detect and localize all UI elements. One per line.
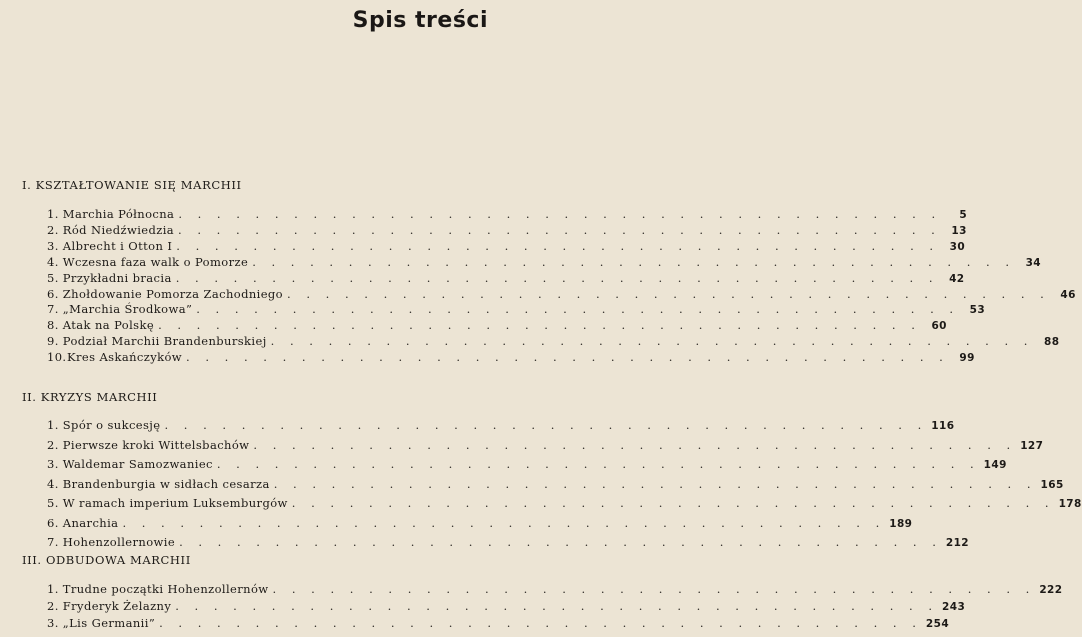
dot-leader: . . . . . . . . . . . . . . . . . . . . . . . . . . . . . . . . . . . . . . . . <box>291 496 1055 510</box>
toc-entry <box>47 616 950 631</box>
dot-leader: . . . . . . . . . . . . . . . . . . . . . . . . . . . . . . . . . . . . . . . . <box>122 515 886 530</box>
toc-entry <box>47 302 986 317</box>
dot-leader: . . . . . . . . . . . . . . . . . . . . . . . . . . . . . . . . . . . . . . . . <box>164 418 928 432</box>
section-heading-1: I. KSZTAŁTOWANIE SIĘ MARCHII <box>22 178 242 192</box>
entry-number: 1. <box>47 207 59 221</box>
entry-title: Atak na Polskę <box>62 318 155 333</box>
entry-number: 2. <box>47 599 59 613</box>
entry-title: Fryderyk Żelazny <box>62 599 172 613</box>
toc-entry <box>47 350 975 365</box>
section-heading-3: III. ODBUDOWA MARCHII <box>22 553 191 567</box>
toc-entry <box>47 599 966 614</box>
toc-entry <box>47 270 965 286</box>
entry-page-number: 243 <box>942 601 966 613</box>
entry-page-number: 53 <box>969 304 986 317</box>
dot-leader: . . . . . . . . . . . . . . . . . . . . . . . . . . . . . . . . . . . . . . . . <box>176 238 940 253</box>
dot-leader: . . . . . . . . . . . . . . . . . . . . . . . . . . . . . . . . . . . . . . . . <box>253 437 1017 452</box>
toc-entry <box>47 318 947 333</box>
entry-page-number: 178 <box>1058 498 1082 510</box>
entry-title: Wczesna faza walk o Pomorze <box>62 254 249 269</box>
toc-entry <box>47 207 968 222</box>
entry-page-number: 46 <box>1060 288 1076 301</box>
entry-number: 3. <box>47 457 59 471</box>
toc-entry <box>47 334 1060 349</box>
entry-title: Hohenzollernowie <box>62 535 176 549</box>
entry-number: 4. <box>47 254 59 269</box>
page-title: Spis treści <box>352 8 488 33</box>
entry-title: „Lis Germanii” <box>62 616 156 630</box>
dot-leader: . . . . . . . . . . . . . . . . . . . . . . . . . . . . . . . . . . . . . . . . <box>159 616 922 630</box>
entry-page-number: 212 <box>945 537 969 549</box>
toc-entry <box>47 437 1044 453</box>
entry-number: 9. <box>47 334 59 349</box>
entry-page-number: 34 <box>1025 256 1041 269</box>
dot-leader: . . . . . . . . . . . . . . . . . . . . . . . . . . . . . . . . . . . . . . . . <box>175 599 939 613</box>
dot-leader: . . . . . . . . . . . . . . . . . . . . . . . . . . . . . . . . . . . . . . . . <box>252 254 1015 269</box>
entry-number: 8. <box>47 318 59 333</box>
toc-entry <box>47 476 1064 492</box>
dot-leader: . . . . . . . . . . . . . . . . . . . . . . . . . . . . . . . . . . . . . . . . <box>178 207 942 221</box>
entry-title: Pierwsze kroki Wittelsbachów <box>62 437 250 452</box>
entry-page-number: 5 <box>959 209 968 221</box>
entry-page-number: 222 <box>1039 584 1063 596</box>
entry-page-number: 116 <box>931 420 955 432</box>
entry-number: 4. <box>47 476 59 491</box>
entry-title: Zhołdowanie Pomorza Zachodniego <box>62 286 284 301</box>
toc-entry <box>47 457 1007 472</box>
dot-leader: . . . . . . . . . . . . . . . . . . . . . . . . . . . . . . . . . . . . . . . . <box>186 350 949 365</box>
section-heading-2: II. KRYZYS MARCHII <box>22 390 158 404</box>
dot-leader: . . . . . . . . . . . . . . . . . . . . . . . . . . . . . . . . . . . . . . . . <box>272 582 1036 596</box>
entry-title: Waldemar Samozwaniec <box>62 457 213 471</box>
toc-entry <box>47 254 1041 270</box>
entry-title: Brandenburgia w sidłach cesarza <box>62 476 270 491</box>
entry-title: „Marchia Środkowa” <box>62 302 193 317</box>
entry-number: 2. <box>47 437 59 452</box>
entry-page-number: 149 <box>983 459 1007 471</box>
entry-page-number: 13 <box>951 224 967 237</box>
entry-number: 1. <box>47 582 59 596</box>
entry-number: 6. <box>47 286 59 301</box>
entry-number: 3. <box>47 238 59 253</box>
toc-entry <box>47 418 955 433</box>
dot-leader: . . . . . . . . . . . . . . . . . . . . . . . . . . . . . . . . . . . . . . . . <box>158 318 921 333</box>
toc-entry <box>47 535 969 550</box>
entry-page-number: 42 <box>949 272 965 285</box>
dot-leader: . . . . . . . . . . . . . . . . . . . . . . . . . . . . . . . . . . . . . . . . <box>175 270 939 285</box>
toc-entry <box>47 496 1082 511</box>
entry-number: 6. <box>47 515 59 530</box>
entry-number: 5. <box>47 270 59 285</box>
entry-number: 7. <box>47 302 59 317</box>
entry-number: 10. <box>47 350 67 365</box>
entry-number: 7. <box>47 535 59 549</box>
entry-number: 1. <box>47 418 59 432</box>
entry-page-number: 165 <box>1040 478 1064 491</box>
entry-title: Przykładni bracia <box>62 270 172 285</box>
entry-number: 2. <box>47 222 59 237</box>
dot-leader: . . . . . . . . . . . . . . . . . . . . . . . . . . . . . . . . . . . . . . . . <box>179 535 942 549</box>
entry-title: Anarchia <box>62 515 119 530</box>
dot-leader: . . . . . . . . . . . . . . . . . . . . . . . . . . . . . . . . . . . . . . . . <box>287 286 1050 301</box>
entry-title: Kres Askańczyków <box>67 350 183 365</box>
toc-entry <box>47 582 1063 597</box>
entry-title: Ród Niedźwiedzia <box>62 222 175 237</box>
dot-leader: . . . . . . . . . . . . . . . . . . . . . . . . . . . . . . . . . . . . . . . . <box>270 334 1034 349</box>
entry-title: W ramach imperium Luksemburgów <box>62 496 288 510</box>
entry-title: Trudne początki Hohenzollernów <box>62 582 269 596</box>
entry-page-number: 60 <box>931 320 947 333</box>
toc-entry <box>47 222 967 238</box>
entry-page-number: 30 <box>949 240 966 253</box>
dot-leader: . . . . . . . . . . . . . . . . . . . . . . . . . . . . . . . . . . . . . . . . <box>196 302 960 317</box>
entry-title: Podział Marchii Brandenburskiej <box>62 334 267 349</box>
toc-entry <box>47 238 966 254</box>
entry-title: Marchia Północna <box>62 207 175 221</box>
entry-page-number: 127 <box>1020 439 1044 452</box>
dot-leader: . . . . . . . . . . . . . . . . . . . . . . . . . . . . . . . . . . . . . . . . <box>178 222 941 237</box>
entry-page-number: 189 <box>889 517 913 530</box>
entry-page-number: 99 <box>959 352 975 365</box>
entry-page-number: 254 <box>925 618 950 630</box>
entry-page-number: 88 <box>1044 336 1060 349</box>
dot-leader: . . . . . . . . . . . . . . . . . . . . . . . . . . . . . . . . . . . . . . . . <box>273 476 1037 491</box>
entry-number: 3. <box>47 616 59 630</box>
toc-entry <box>47 286 1076 302</box>
entry-number: 5. <box>47 496 59 510</box>
entry-title: Spór o sukcesję <box>62 418 161 432</box>
entry-title: Albrecht i Otton I <box>62 238 173 253</box>
dot-leader: . . . . . . . . . . . . . . . . . . . . . . . . . . . . . . . . . . . . . . . . <box>216 457 980 471</box>
toc-entry <box>47 515 913 531</box>
